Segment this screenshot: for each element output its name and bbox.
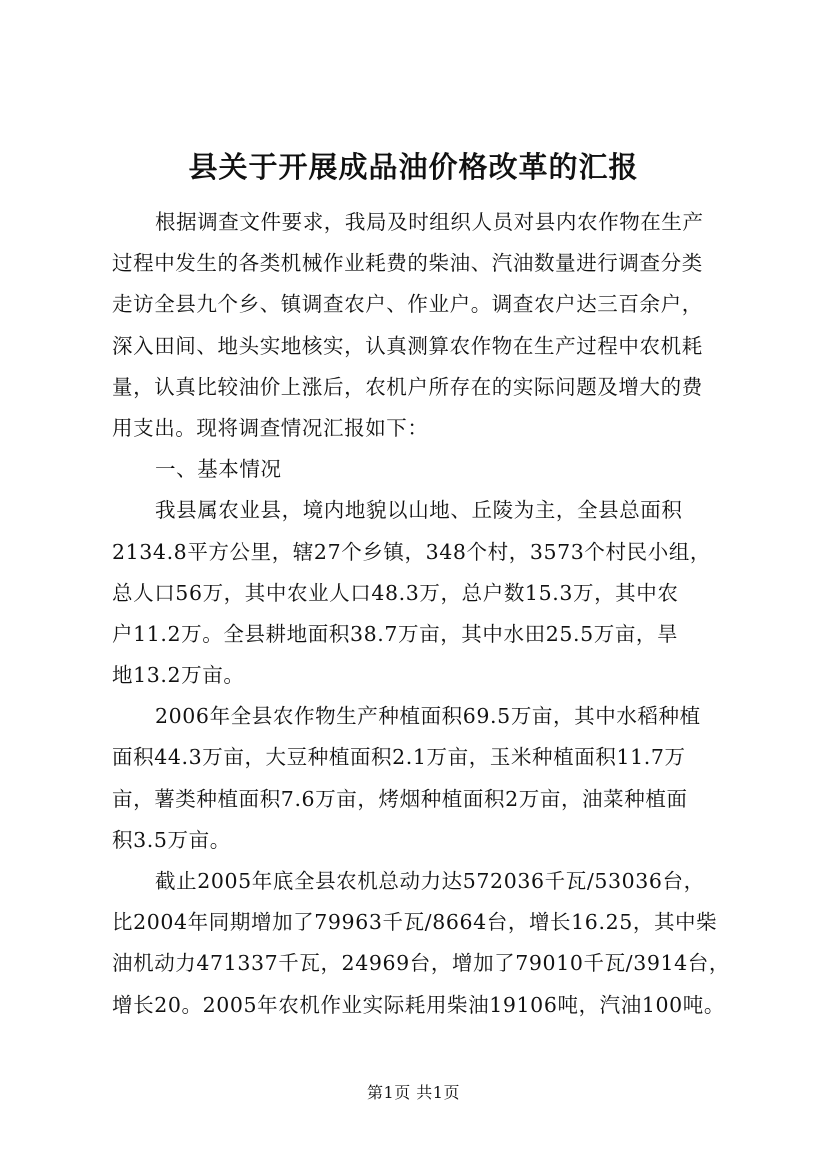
document-title: 县关于开展成品油价格改革的汇报 [188,150,639,184]
body-line: 2006年全县农作物生产种植面积69.5万亩，其中水稻种植 [155,704,701,729]
body-line: 亩，薯类种植面积7.6万亩，烤烟种植面积2万亩，油菜种植面 [112,786,688,811]
body-line: 比2004年同期增加了79963千瓦/8664台，增长16.25，其中柴 [112,910,718,935]
body-line: 根据调查文件要求，我局及时组织人员对县内农作物在生产 [155,210,704,234]
document-body [112,202,732,1026]
body-line: 过程中发生的各类机械作业耗费的柴油、汽油数量进行调查分类 [112,251,703,276]
body-line: 我县属农业县，境内地貌以山地、丘陵为主，全县总面积 [155,498,683,523]
page-footer: 第1页 共1页 [367,1083,460,1102]
body-line: 截止2005年底全县农机总动力达572036千瓦/53036台， [155,869,705,893]
body-line: 增长20。2005年农机作业实际耗用柴油19106吨，汽油100吨。 [112,992,725,1017]
body-line: 油机动力471337千瓦，24969台，增加了79010千瓦/3914台， [112,951,730,976]
body-line: 深入田间、地头实地核实，认真测算农作物在生产过程中农机耗 [112,333,703,358]
body-line: 积3.5万亩。 [112,827,231,852]
body-line: 2134.8平方公里，辖27个乡镇，348个村，3573个村民小组， [112,539,712,564]
body-line: 户11.2万。全县耕地面积38.7万亩，其中水田25.5万亩，旱 [112,621,679,646]
body-line: 用支出。现将调查情况汇报如下： [112,415,429,440]
body-line: 走访全县九个乡、镇调查农户、作业户。调查农户达三百余户， [112,292,703,317]
body-line: 面积44.3万亩，大豆种植面积2.1万亩，玉米种植面积11.7万 [112,745,686,770]
body-line: 地13.2万亩。 [112,663,245,688]
body-line: 总人口56万，其中农业人口48.3万，总户数15.3万，其中农 [112,580,679,605]
body-line: 量，认真比较油价上涨后，农机户所存在的实际问题及增大的费 [112,374,703,399]
section-heading: 一、基本情况 [155,457,282,482]
